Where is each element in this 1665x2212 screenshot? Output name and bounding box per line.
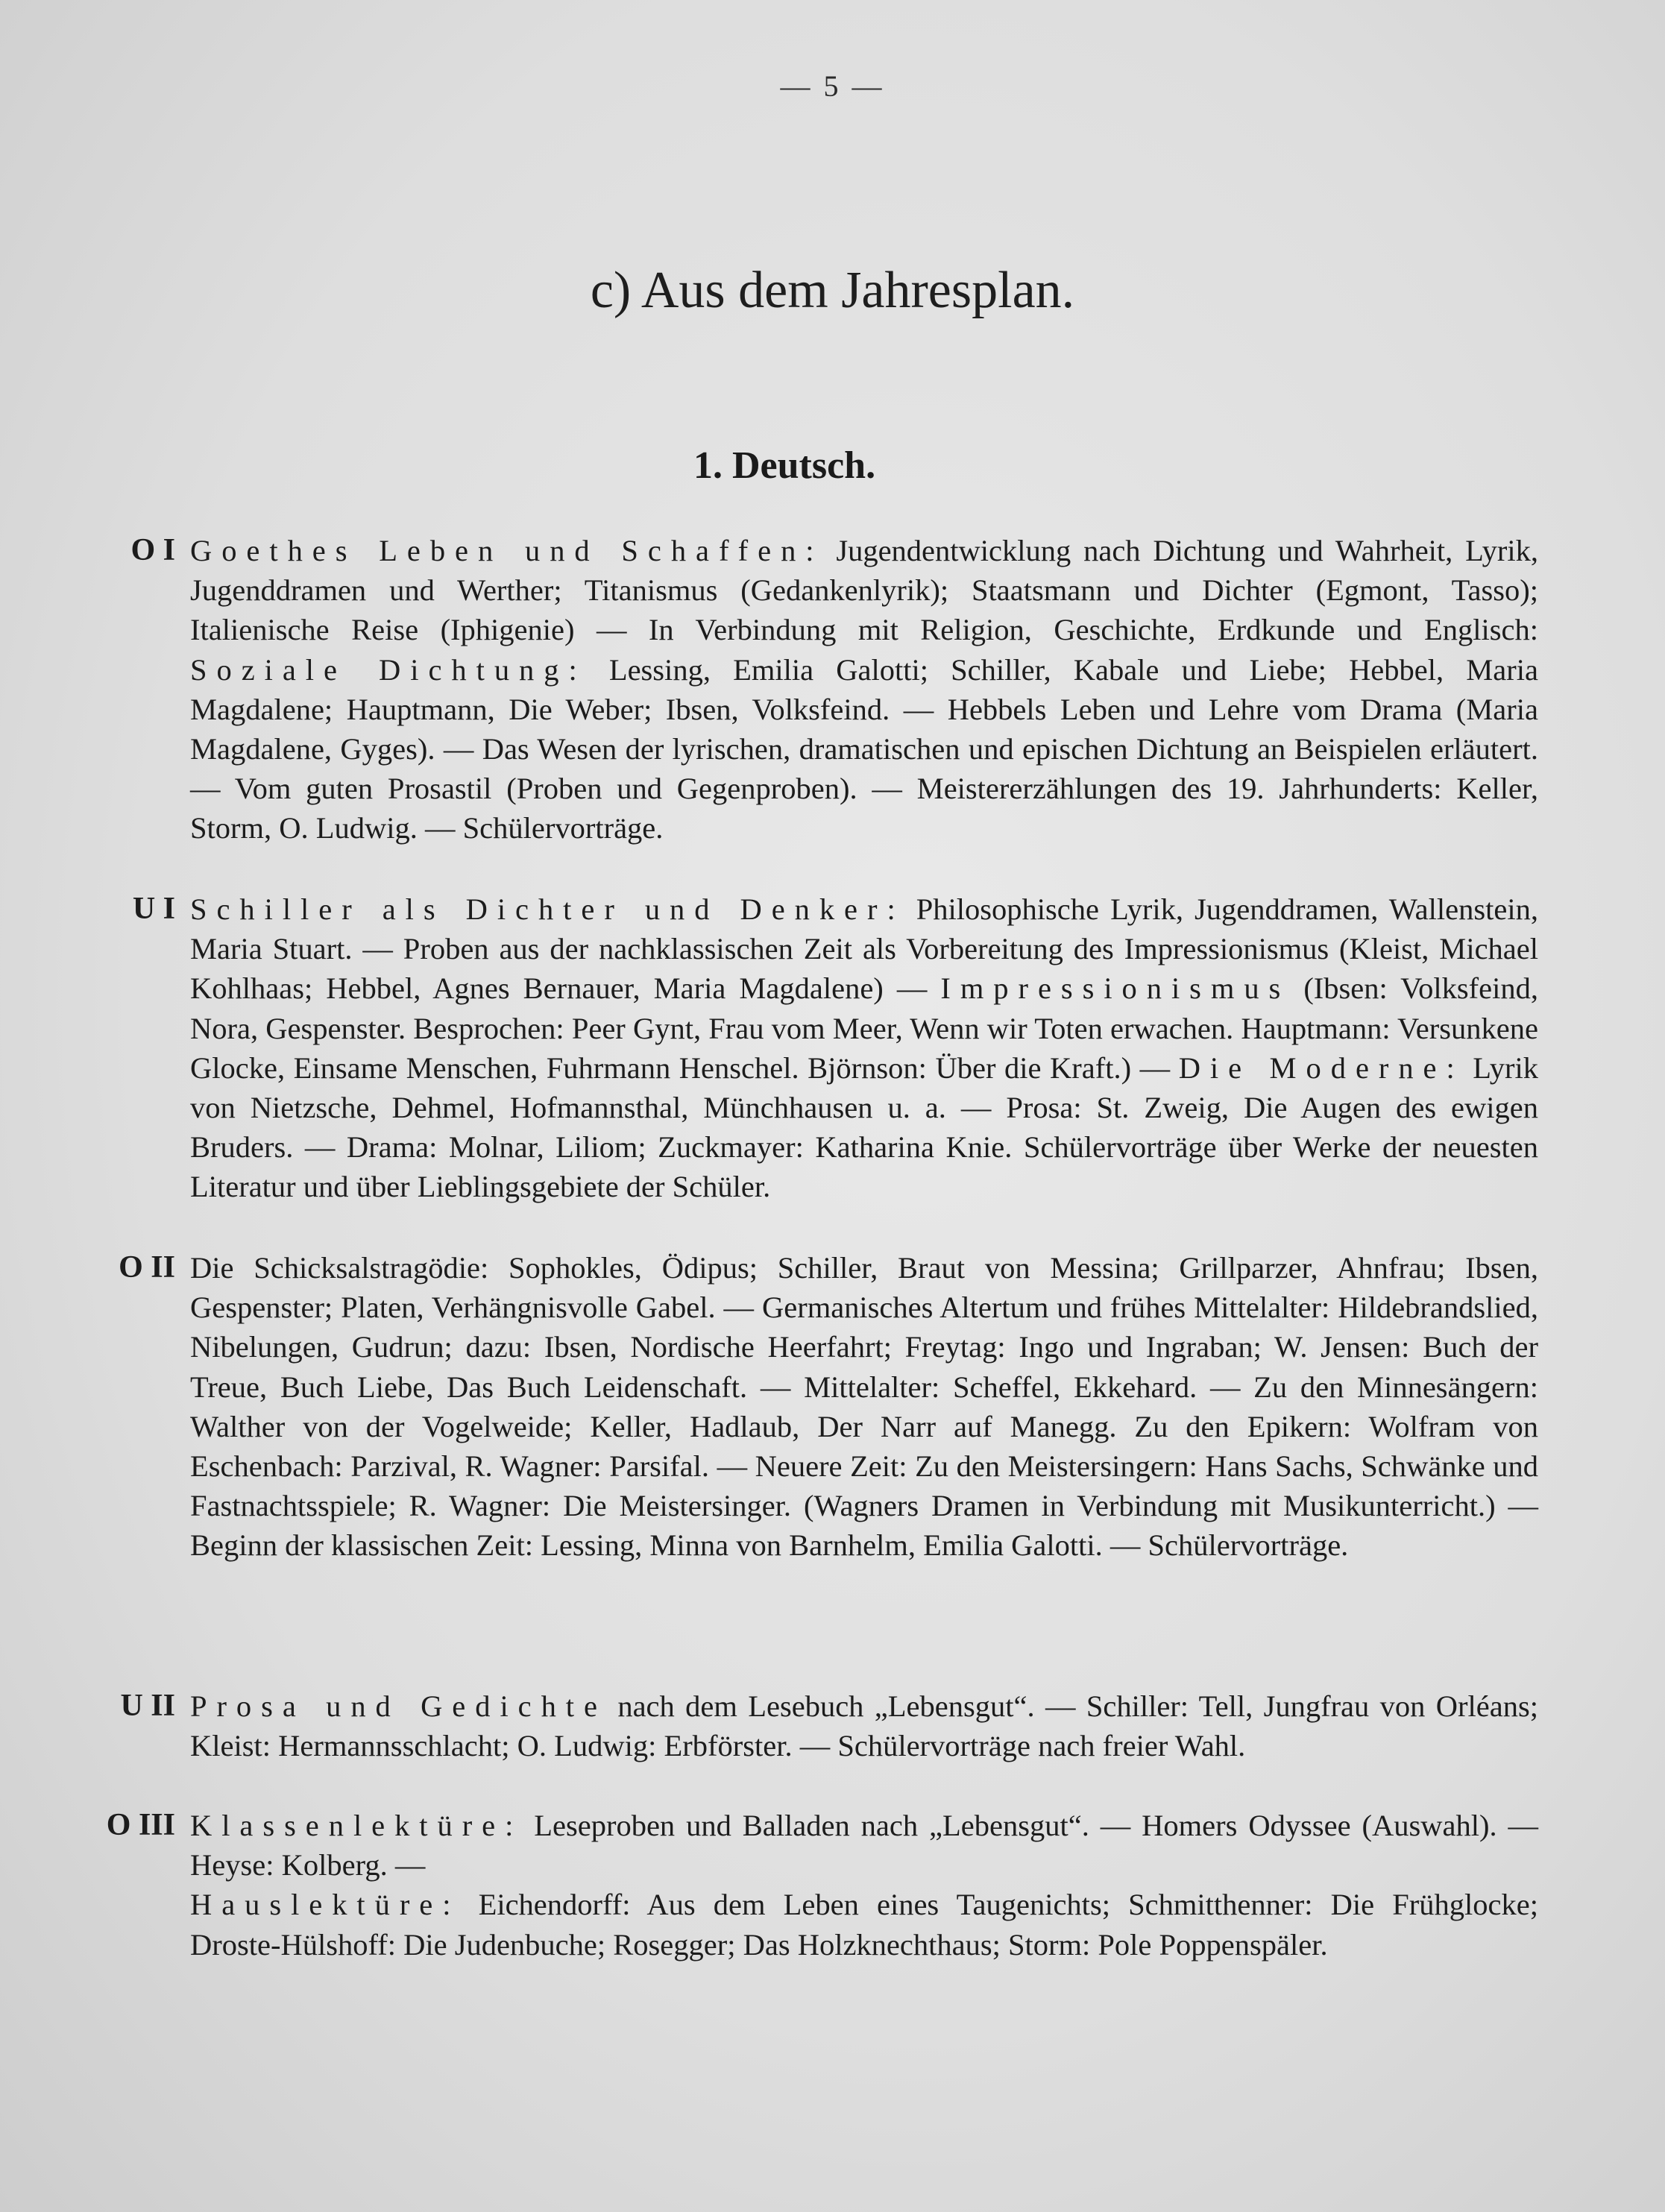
- entry-topic: Goethes Leben und Schaffen:: [190, 534, 824, 567]
- entry-text: [190, 889, 1538, 1207]
- entry-body-2: Lessing, Emilia Galotti; Schiller, Kabale und Liebe; Hebbel, Maria Magdalene; Hauptmann, Die Weber; Ibsen, Volksfeind. — Hebbels Leben und Lehre vom Drama (Maria Magdalene, Gyges). — Das Wesen der lyrischen, dramatischen und epischen Dichtung an Beispielen erläutert. — Vom guten Prosastil (Proben und Gegenproben). — Meistererzählungen des 19. Jahrhunderts: Keller, Storm, O. Ludwig. — Schülervorträge.: [190, 652, 1538, 845]
- entry-body-2: Eichendorff: Aus dem Leben eines Taugenichts; Schmitthenner: Die Frühglocke; Droste-Hülshoff: Die Judenbuche; Rosegger; Das Holzknechthaus; Storm: Pole Poppenspäler.: [190, 1888, 1538, 1962]
- entry-topic: Prosa und Gedichte: [190, 1689, 607, 1723]
- entry-body-3: Lyrik von Nietzsche, Dehmel, Hofmannsthal, Münchhausen u. a. — Prosa: St. Zweig, Die Augen des ewigen Bruders. — Drama: Molnar, Liliom; Zuckmayer: Katharina Knie. Schülervorträge über Werke der neuesten Literatur und über Lieblingsgebiete der Schüler.: [190, 1050, 1538, 1204]
- entry-body-2: (Ibsen: Volksfeind, Nora, Gespenster. Besprochen: Peer Gynt, Frau vom Meer, Wenn wir Toten erwachen. Hauptmann: Versunkene Glocke, Einsame Menschen, Fuhrmann Henschel. Björnson: Über die Kraft.) —: [190, 971, 1538, 1085]
- entry-text: [190, 1686, 1538, 1765]
- entry-body: nach dem Lesebuch „Lebensgut“. — Schiller: Tell, Jungfrau von Orléans; Kleist: Hermannsschlacht; O. Ludwig: Erbförster. — Schülervorträge nach freier Wahl.: [190, 1689, 1538, 1763]
- entry-body: Leseproben und Balladen nach „Lebensgut“. — Homers Odyssee (Auswahl). — Heyse: Kolberg. —: [190, 1809, 1538, 1882]
- entry-topic: Schiller als Dichter und Denker:: [190, 892, 905, 926]
- entry-topic: Klassenlektüre:: [190, 1809, 523, 1842]
- entry-text: [190, 1806, 1538, 1964]
- entry-label: O III: [106, 1808, 175, 1842]
- entry-label: U II: [120, 1689, 175, 1723]
- entry-topic-2: Soziale Dichtung:: [190, 652, 587, 687]
- entry-topic-2: Impressionismus: [940, 971, 1291, 1006]
- entry-text: Die Schicksalstragödie: Sophokles, Ödipus; Schiller, Braut von Messina; Grillparzer, Ahnfrau; Ibsen, Gespenster; Platen, Verhängnisvolle Gabel. — Germanisches Altertum und frühes Mittelalter: Hildebrandslied, Nibelungen, Gudrun; dazu: Ibsen, Nordische Heerfahrt; Freytag: Ingo und Ingraban; W. Jensen: Buch der Treue, Buch Liebe, Das Buch Leidenschaft. — Mittelalter: Scheffel, Ekkehard. — Zu den Minnesängern: Walther von der Vogelweide; Keller, Hadlaub, Der Narr auf Manegg. Zu den Epikern: Wolfram von Eschenbach: Parzival, R. Wagner: Parsifal. — Neuere Zeit: Zu den Meistersingern: Hans Sachs, Schwänke und Fastnachtsspiele; R. Wagner: Die Meistersinger. (Wagners Dramen in Verbindung mit Musikunterricht.) — Beginn der klassischen Zeit: Lessing, Minna von Barnhelm, Emilia Galotti. — Schülervorträge.: [190, 1251, 1538, 1563]
- entry-topic-3: Die Moderne:: [1178, 1050, 1464, 1085]
- subject-heading: 1. Deutsch.: [693, 444, 876, 487]
- entry-label: O I: [130, 533, 175, 567]
- section-title: c) Aus dem Jahresplan.: [590, 262, 1075, 319]
- entry-topic-2: Hauslektüre:: [190, 1888, 461, 1922]
- entry-body: Philosophische Lyrik, Jugenddramen, Wallenstein, Maria Stuart. — Proben aus der nachklassischen Zeit als Vorbereitung des Impressionismus (Kleist, Michael Kohlhaas; Hebbel, Agnes Bernauer, Maria Magdalene) —: [190, 892, 1538, 1006]
- entry-label: U I: [132, 892, 175, 926]
- entry-body: Jugendentwicklung nach Dichtung und Wahrheit, Lyrik, Jugenddramen und Werther; Titanismus (Gedankenlyrik); Staatsmann und Dichter (Egmont, Tasso); Italienische Reise (Iphigenie) — In Verbindung mit Religion, Geschichte, Erdkunde und Englisch:: [190, 534, 1538, 647]
- entry-label: O II: [119, 1250, 175, 1285]
- entry-text: [190, 531, 1538, 848]
- page-number: — 5 —: [780, 69, 885, 103]
